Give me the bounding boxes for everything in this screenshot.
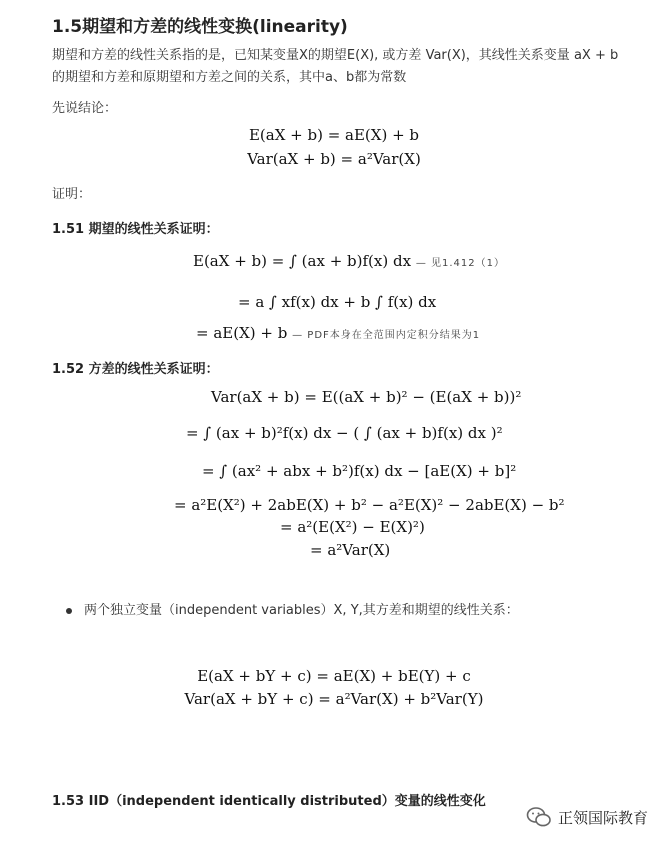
heading-1-52: 1.52 方差的线性关系证明： bbox=[52, 362, 219, 377]
intro-line-2: 的期望和方差和原期望和方差之间的关系，其中a、b都为常数 bbox=[52, 70, 407, 85]
intro-line-1: 期望和方差的线性关系指的是，已知某变量X的期望E(X), 或方差 Var(X)，其线性关系变量 aX + b bbox=[52, 48, 619, 63]
proof-151-line-3-note: — PDF本身在全范围内定积分结果为1 bbox=[292, 330, 481, 341]
formula-variance-two-vars: Var(aX + bY + c) = a²Var(X) + b²Var(Y) bbox=[184, 690, 484, 708]
proof-151-line-3 bbox=[196, 324, 480, 342]
wechat-icon bbox=[526, 806, 552, 828]
heading-1-51: 1.51 期望的线性关系证明： bbox=[52, 222, 219, 237]
proof-151-line-3-expr: = aE(X) + b bbox=[196, 324, 288, 342]
proof-152-line-4: = a²E(X²) + 2abE(X) + b² − a²E(X)² − 2abE(X) − b² bbox=[174, 496, 565, 514]
proof-152-line-1: Var(aX + b) = E((aX + b)² − (E(aX + b))² bbox=[211, 388, 522, 406]
proof-152-line-5: = a²(E(X²) − E(X)²) bbox=[280, 518, 425, 536]
proof-152-line-2: = ∫ (ax + b)²f(x) dx − ( ∫ (ax + b)f(x) dx )² bbox=[186, 424, 503, 442]
bullet-dot bbox=[66, 608, 72, 614]
proof-label: 证明： bbox=[52, 187, 92, 202]
formula-expectation: E(aX + b) = aE(X) + b bbox=[248, 126, 420, 144]
heading-1-53: 1.53 IID（independent identically distributed）变量的线性变化 bbox=[52, 794, 486, 809]
proof-151-line-1-note: — 见1.412（1） bbox=[415, 258, 505, 269]
bullet-text: 两个独立变量（independent variables）X, Y,其方差和期望的线性关系： bbox=[84, 603, 519, 618]
proof-151-line-1 bbox=[193, 252, 505, 270]
formula-variance: Var(aX + b) = a²Var(X) bbox=[247, 150, 421, 168]
proof-151-line-1-expr: E(aX + b) = ∫ (ax + b)f(x) dx bbox=[193, 252, 412, 270]
formula-expectation-two-vars: E(aX + bY + c) = aE(X) + bE(Y) + c bbox=[197, 667, 471, 685]
conclusion-label: 先说结论： bbox=[52, 101, 118, 116]
proof-152-line-3: = ∫ (ax² + abx + b²)f(x) dx − [aE(X) + b]² bbox=[202, 462, 517, 480]
watermark bbox=[526, 806, 648, 828]
proof-151-line-2: = a ∫ xf(x) dx + b ∫ f(x) dx bbox=[238, 293, 437, 311]
section-title: 1.5期望和方差的线性变换(linearity) bbox=[52, 17, 348, 37]
watermark-text: 正领国际教育 bbox=[558, 808, 649, 827]
proof-152-line-6: = a²Var(X) bbox=[310, 541, 391, 559]
